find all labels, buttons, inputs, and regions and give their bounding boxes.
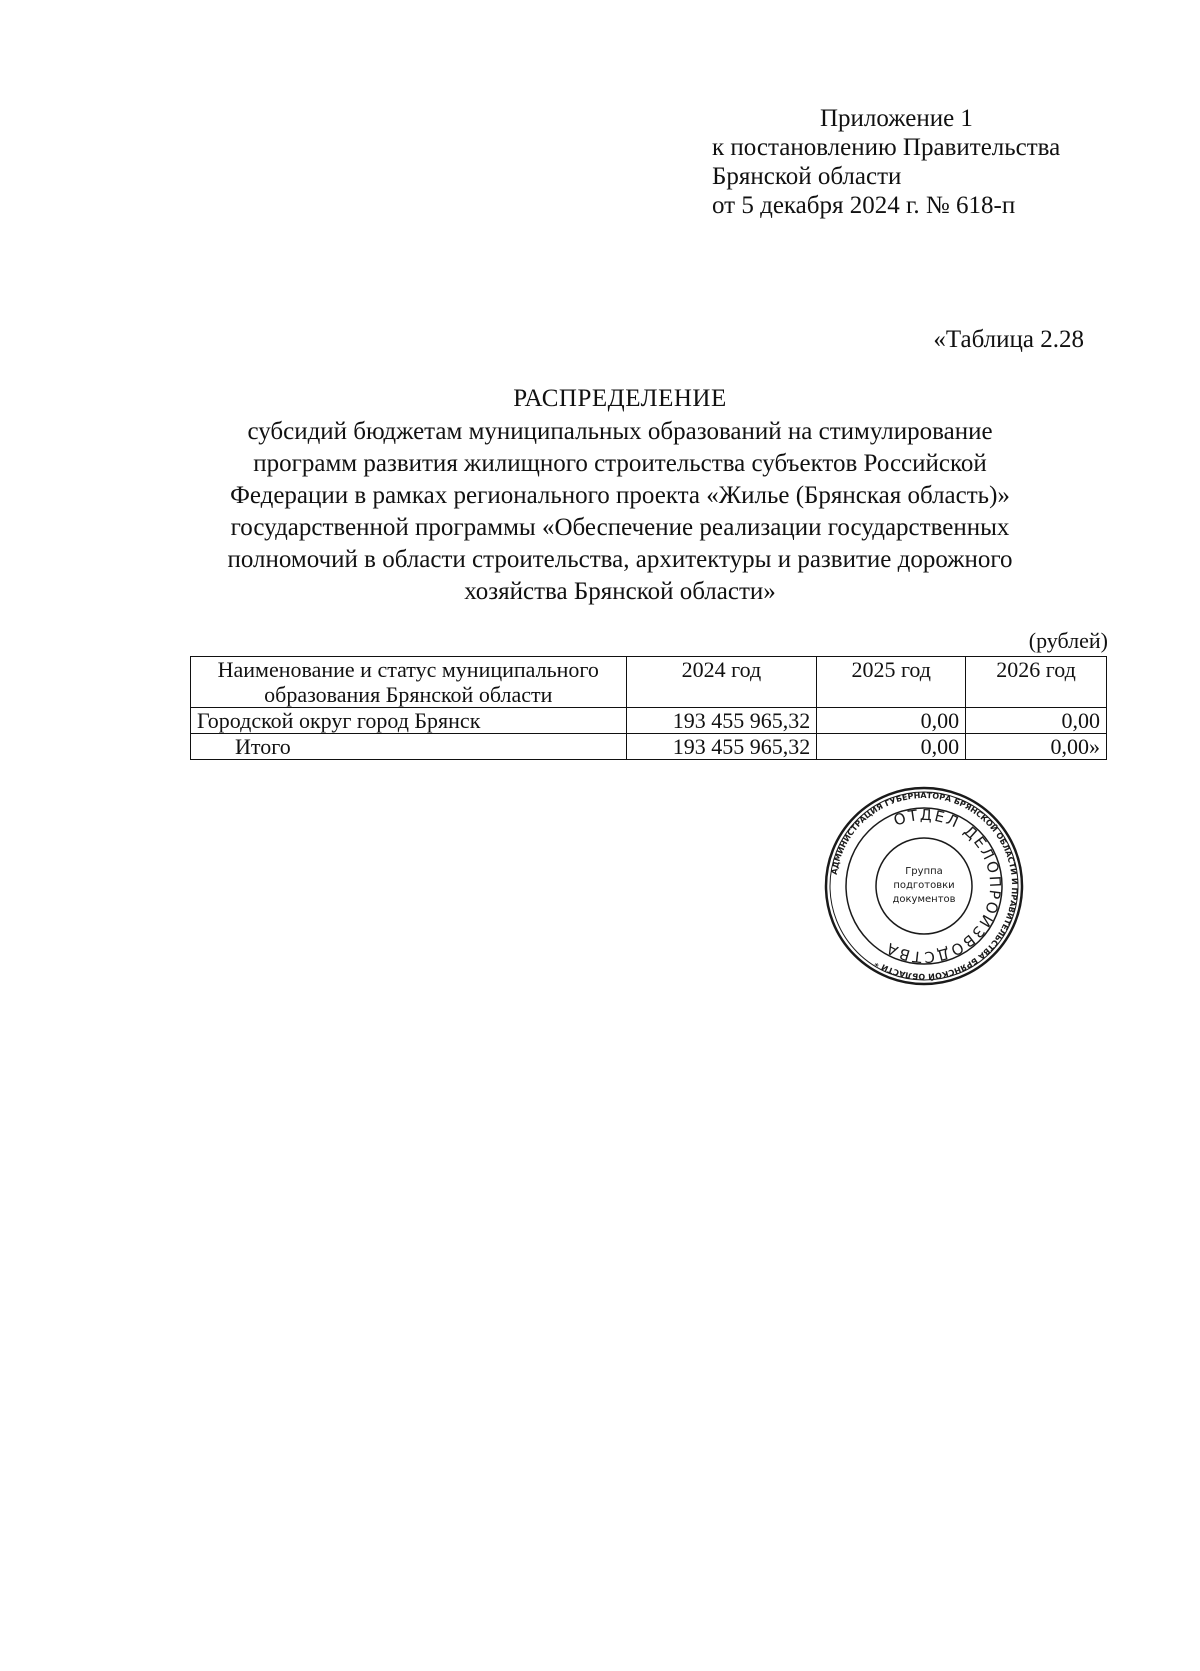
- header-year-2025: 2025 год: [817, 657, 966, 708]
- cell-2026: 0,00: [966, 708, 1107, 734]
- table-header-row: [191, 657, 1107, 708]
- header-year-2024: 2024 год: [626, 657, 817, 708]
- appendix-number: Приложение 1: [820, 105, 973, 132]
- subtitle-line: субсидий бюджетам муниципальных образований на стимулирование: [247, 418, 993, 445]
- cell-total-2026: 0,00»: [966, 734, 1107, 760]
- subtitle-line: программ развития жилищного строительства субъектов Российской: [253, 450, 987, 477]
- cell-2024: 193 455 965,32: [626, 708, 817, 734]
- subtitle-line: полномочий в области строительства, архитектуры и развитие дорожного: [227, 546, 1013, 573]
- stamp-outer-text: АДМИНИСТРАЦИЯ ГУБЕРНАТОРА БРЯНСКОЙ ОБЛАСТИ И ПРАВИТЕЛЬСТВА БРЯНСКОЙ ОБЛАСТИ *: [829, 790, 1020, 982]
- header-municipality: Наименование и статус муниципального образования Брянской области: [191, 657, 627, 708]
- appendix-header: [712, 104, 1060, 220]
- header-year-2026: 2026 год: [966, 657, 1107, 708]
- stamp-inner-line: Группа: [905, 866, 943, 877]
- table-reference: «Таблица 2.28: [933, 326, 1084, 353]
- subtitle-line: хозяйства Брянской области»: [464, 578, 776, 605]
- cell-2025: 0,00: [817, 708, 966, 734]
- cell-municipality: Городской округ город Брянск: [191, 708, 627, 734]
- appendix-region: Брянской области: [712, 163, 902, 190]
- subtitle-line: Федерации в рамках регионального проекта «Жилье (Брянская область)»: [230, 482, 1010, 509]
- title-block: [160, 384, 1080, 608]
- cell-total-2025: 0,00: [817, 734, 966, 760]
- stamp-inner-line: подготовки: [893, 880, 955, 891]
- cell-total-label: Итого: [191, 734, 627, 760]
- appendix-date-number: от 5 декабря 2024 г. № 618-п: [712, 192, 1016, 219]
- appendix-reference: к постановлению Правительства: [712, 134, 1061, 161]
- units-label: (рублей): [1028, 628, 1108, 653]
- subtitle-line: государственной программы «Обеспечение реализации государственных: [230, 514, 1010, 541]
- table-total-row: [191, 734, 1107, 760]
- cell-total-2024: 193 455 965,32: [626, 734, 817, 760]
- stamp-inner-line: документов: [892, 894, 956, 905]
- document-title: РАСПРЕДЕЛЕНИЕ: [513, 385, 727, 412]
- distribution-table: [190, 656, 1107, 760]
- document-subtitle: [160, 416, 1080, 608]
- stamp-middle-text: ОТДЕЛ ДЕЛОПРОИЗВОДСТВА: [881, 805, 1005, 967]
- official-stamp: [824, 786, 1024, 986]
- table-row: [191, 708, 1107, 734]
